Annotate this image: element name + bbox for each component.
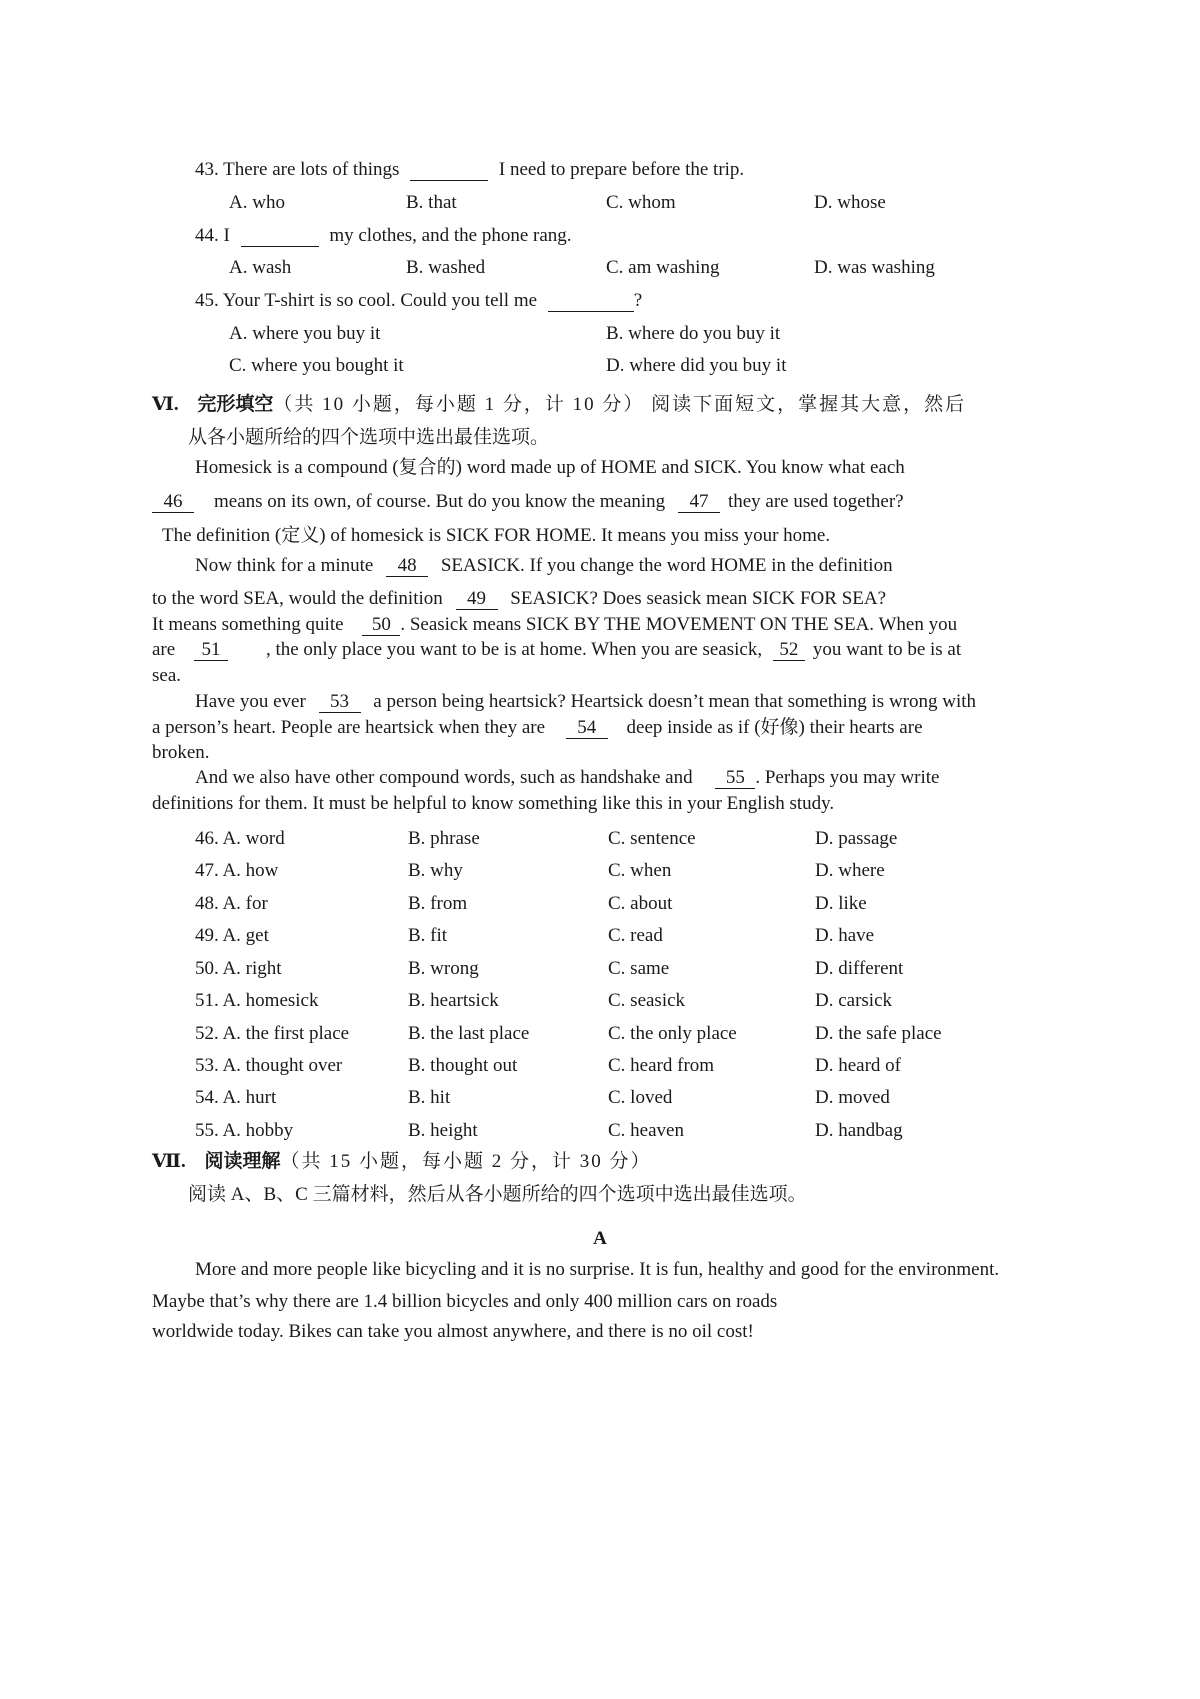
option-52-c: C. the only place (608, 1023, 737, 1044)
passage-line-6 (152, 613, 957, 637)
option-48-a: 48. A. for (195, 893, 268, 914)
passage-line-11: broken. (152, 742, 210, 763)
section-7-title: 阅读理解 (204, 1151, 281, 1172)
option-55-b: B. height (408, 1120, 478, 1141)
option-49-b: B. fit (408, 925, 448, 946)
option-47-d: D. where (815, 860, 885, 881)
section-7-number: Ⅶ. (152, 1151, 186, 1172)
passage-line-10b: deep inside as if (好像) their hearts are (626, 717, 923, 738)
option-51-b: B. heartsick (408, 990, 499, 1011)
option-54-d: D. moved (815, 1087, 890, 1108)
section-6-number: Ⅵ. (152, 394, 179, 415)
q45-option-a: A. where you buy it (229, 323, 381, 344)
section-6-title: 完形填空 (197, 394, 274, 415)
option-54-a: 54. A. hurt (195, 1087, 277, 1108)
passage-line-1: Homesick is a compound (复合的) word made up of HOME and SICK. You know what each (195, 457, 905, 478)
q43-option-d: D. whose (814, 192, 886, 213)
passage-line-5b: SEASICK? Does seasick mean SICK FOR SEA? (510, 588, 887, 609)
option-50-d: D. different (815, 958, 904, 979)
q44-option-b: B. washed (406, 257, 486, 278)
passage-line-10 (152, 716, 923, 740)
q44-option-d: D. was washing (814, 257, 935, 278)
passage-a-line-1: More and more people like bicycling and it is no surprise. It is fun, healthy and good for the environment. (195, 1259, 1000, 1280)
blank-54: 54 (566, 718, 608, 739)
passage-a-line-2: Maybe that’s why there are 1.4 billion bicycles and only 400 million cars on roads (152, 1291, 778, 1312)
passage-line-9b: a person being heartsick? Heartsick doesn’t mean that something is wrong with (373, 691, 977, 712)
option-52-a: 52. A. the first place (195, 1023, 350, 1044)
option-48-b: B. from (408, 893, 468, 914)
passage-line-9a: Have you ever (195, 691, 306, 712)
blank-46: 46 (152, 492, 194, 513)
q43-option-b: B. that (406, 192, 457, 213)
passage-line-6a: It means something quite (152, 614, 344, 635)
option-49-d: D. have (815, 925, 875, 946)
passage-a-title: A (593, 1228, 607, 1249)
option-46-a: 46. A. word (195, 828, 285, 849)
q45-stem-a: 45. Your T-shirt is so cool. Could you tell me (195, 290, 538, 311)
passage-line-2a: means on its own, of course. But do you know the meaning (214, 491, 666, 512)
passage-line-4 (195, 554, 893, 578)
section-6-instruction: 从各小题所给的四个选项中选出最佳选项。 (188, 427, 550, 448)
option-49-a: 49. A. get (195, 925, 269, 946)
passage-line-4a: Now think for a minute (195, 555, 374, 576)
q43-option-a: A. who (229, 192, 285, 213)
option-50-c: C. same (608, 958, 670, 979)
section-7-detail: （共 15 小题，每小题 2 分，计 30 分） (280, 1151, 652, 1172)
blank-50: 50 (362, 615, 400, 636)
section-7-header (152, 1150, 652, 1174)
q43-stem-a: 43. There are lots of things (195, 159, 400, 180)
option-51-d: D. carsick (815, 990, 893, 1011)
passage-line-13: definitions for them. It must be helpful to know something like this in your English study. (152, 793, 835, 814)
passage-line-12a: And we also have other compound words, such as handshake and (195, 767, 693, 788)
passage-line-4b: SEASICK. If you change the word HOME in the definition (440, 555, 893, 576)
passage-line-8: sea. (152, 665, 182, 686)
option-50-b: B. wrong (408, 958, 479, 979)
q45-stem-b: ? (633, 290, 643, 311)
question-44 (195, 224, 572, 248)
option-49-c: C. read (608, 925, 663, 946)
passage-line-9 (195, 690, 976, 714)
passage-line-7 (152, 638, 961, 662)
option-53-d: D. heard of (815, 1055, 901, 1076)
option-53-c: C. heard from (608, 1055, 715, 1076)
blank-53: 53 (319, 692, 361, 713)
option-55-a: 55. A. hobby (195, 1120, 294, 1141)
q45-option-b: B. where do you buy it (606, 323, 781, 344)
option-47-b: B. why (408, 860, 463, 881)
option-55-d: D. handbag (815, 1120, 903, 1141)
option-50-a: 50. A. right (195, 958, 282, 979)
passage-line-7c: you want to be is at (812, 639, 962, 660)
passage-line-12b: . Perhaps you may write (755, 767, 940, 788)
section-7-instruction: 阅读 A、B、C 三篇材料，然后从各小题所给的四个选项中选出最佳选项。 (188, 1184, 807, 1205)
passage-line-6b: . Seasick means SICK BY THE MOVEMENT ON THE SEA. When you (400, 614, 958, 635)
q43-blank (410, 160, 488, 181)
q45-blank (548, 291, 634, 312)
passage-line-7a: are (152, 639, 176, 660)
passage-line-7b: , the only place you want to be is at home. When you are seasick, (265, 639, 763, 660)
option-51-c: C. seasick (608, 990, 686, 1011)
question-45 (195, 289, 642, 313)
q45-option-d: D. where did you buy it (606, 355, 787, 376)
blank-49: 49 (456, 589, 498, 610)
section-6-header (152, 393, 966, 417)
option-54-c: C. loved (608, 1087, 673, 1108)
passage-line-5a: to the word SEA, would the definition (152, 588, 443, 609)
blank-47: 47 (678, 492, 720, 513)
q44-stem-a: 44. I (195, 225, 230, 246)
passage-line-2 (152, 490, 904, 514)
option-47-a: 47. A. how (195, 860, 279, 881)
passage-line-3: The definition (定义) of homesick is SICK FOR HOME. It means you miss your home. (162, 525, 831, 546)
q43-stem-b: I need to prepare before the trip. (498, 159, 745, 180)
q45-option-c: C. where you bought it (229, 355, 404, 376)
option-54-b: B. hit (408, 1087, 451, 1108)
passage-a-line-3: worldwide today. Bikes can take you almost anywhere, and there is no oil cost! (152, 1321, 754, 1342)
q44-blank (241, 226, 319, 247)
option-47-c: C. when (608, 860, 672, 881)
option-55-c: C. heaven (608, 1120, 684, 1141)
passage-line-2b: they are used together? (727, 491, 904, 512)
q44-option-c: C. am washing (606, 257, 720, 278)
option-46-d: D. passage (815, 828, 898, 849)
option-53-b: B. thought out (408, 1055, 518, 1076)
passage-line-5 (152, 587, 886, 611)
option-48-d: D. like (815, 893, 867, 914)
passage-line-10a: a person’s heart. People are heartsick when they are (152, 717, 546, 738)
option-51-a: 51. A. homesick (195, 990, 319, 1011)
blank-55: 55 (715, 768, 755, 789)
passage-line-12 (195, 766, 939, 790)
blank-51: 51 (194, 640, 228, 661)
question-43 (195, 158, 744, 182)
q43-option-c: C. whom (606, 192, 676, 213)
option-52-b: B. the last place (408, 1023, 530, 1044)
option-48-c: C. about (608, 893, 673, 914)
blank-52: 52 (773, 640, 805, 661)
blank-48: 48 (386, 556, 428, 577)
section-6-detail: （共 10 小题，每小题 1 分，计 10 分） 阅读下面短文，掌握其大意，然后 (273, 394, 967, 415)
q44-option-a: A. wash (229, 257, 292, 278)
option-52-d: D. the safe place (815, 1023, 942, 1044)
option-46-b: B. phrase (408, 828, 480, 849)
option-46-c: C. sentence (608, 828, 696, 849)
option-53-a: 53. A. thought over (195, 1055, 343, 1076)
q44-stem-b: my clothes, and the phone rang. (329, 225, 572, 246)
